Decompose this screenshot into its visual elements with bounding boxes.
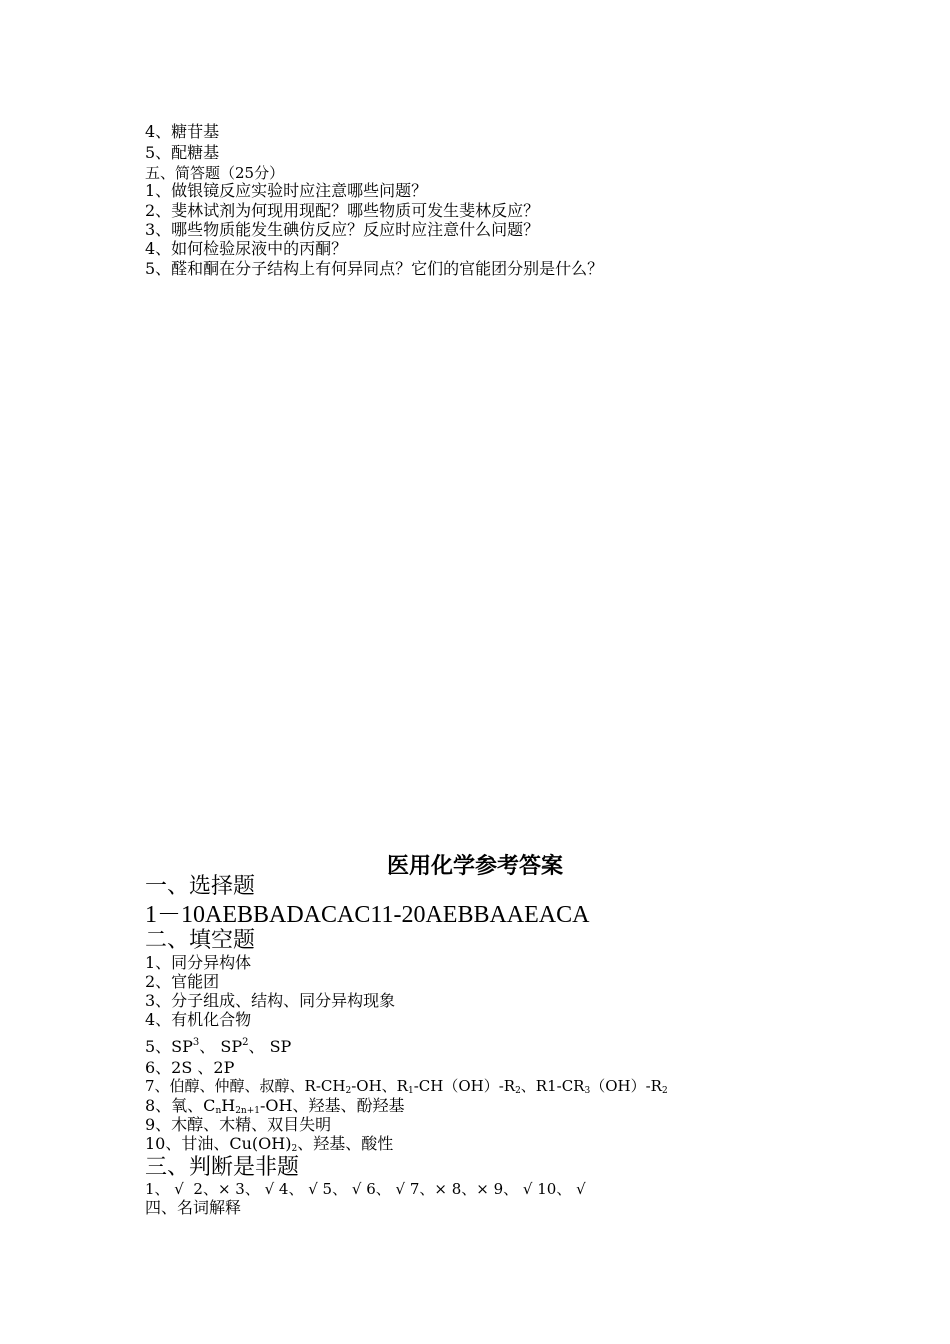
fill-10-sub-1: 2 <box>291 1144 298 1154</box>
fill-8-sub-2: 2n+1 <box>235 1106 260 1116</box>
answers-title: 医用化学参考答案 <box>386 853 563 879</box>
question-1: 1、做银镜反应实验时应注意哪些问题？ <box>145 181 428 200</box>
fill-8 <box>145 1098 404 1114</box>
fill-3: 3、分子组成、结构、同分异构现象 <box>145 991 396 1010</box>
fill-7-sub-3: 2 <box>515 1086 521 1096</box>
fill-7-sub-1: 2 <box>345 1086 352 1096</box>
fill-6: 6、2S 、2P <box>145 1058 235 1077</box>
fill-7-sub-5: 2 <box>661 1086 668 1096</box>
fill-7-part-b: -OH、R <box>351 1077 408 1095</box>
question-2: 2、斐林试剂为何现用现配？哪些物质可发生斐林反应？ <box>145 201 540 220</box>
term-5: 5、配糖基 <box>145 143 220 162</box>
question-4: 4、如何检验尿液中的丙酮？ <box>145 239 348 258</box>
question-5: 5、醛和酮在分子结构上有何异同点？它们的官能团分别是什么？ <box>145 259 604 278</box>
fill-7 <box>145 1079 668 1094</box>
fill-10 <box>145 1136 393 1152</box>
fill-7-part-d: 、R1-CR <box>520 1077 585 1095</box>
choice-heading: 一、选择题 <box>145 874 256 899</box>
section-5-heading: 五、简答题（25分） <box>145 164 285 182</box>
fill-8-part-c: -OH、羟基、酚羟基 <box>259 1096 405 1115</box>
fill-5 <box>145 1039 291 1055</box>
fill-7-part-e: （OH）-R <box>590 1077 662 1095</box>
question-3: 3、哪些物质能发生碘仿反应？反应时应注意什么问题？ <box>145 220 540 239</box>
fill-4: 4、有机化合物 <box>145 1010 252 1029</box>
fill-5-mid-2: 、 SP <box>248 1037 292 1056</box>
fill-heading: 二、填空题 <box>145 928 256 953</box>
fill-9: 9、木醇、木精、双目失明 <box>145 1115 332 1134</box>
judge-heading: 三、判断是非题 <box>145 1155 300 1180</box>
fill-5-sup-2: 2 <box>242 1037 249 1048</box>
judge-answers: 1、 √ 2、× 3、 √ 4、 √ 5、 √ 6、 √ 7、× 8、× 9、 √ 10、 √ <box>145 1180 586 1198</box>
fill-1: 1、同分异构体 <box>145 953 252 972</box>
fill-10-part-b: 、羟基、酸性 <box>297 1134 394 1153</box>
fill-5-mid-1: 、 SP <box>199 1037 243 1056</box>
choice-answers: 1－10AEBBADACAC11-20AEBBAAEACA <box>145 902 590 928</box>
fill-7-sub-4: 3 <box>584 1086 591 1096</box>
fill-5-sup-1: 3 <box>192 1037 200 1048</box>
fill-7-part-a: 7、伯醇、仲醇、叔醇、R-CH <box>145 1077 346 1095</box>
fill-2: 2、官能团 <box>145 972 220 991</box>
fill-5-prefix: 5、SP <box>145 1037 193 1056</box>
fill-7-sub-2: 1 <box>407 1086 414 1096</box>
fill-8-sub-1: n <box>215 1106 222 1116</box>
fill-7-part-c: -CH（OH）-R <box>413 1077 516 1095</box>
fill-8-part-a: 8、氧、C <box>145 1096 216 1115</box>
term-4: 4、糖苷基 <box>145 122 220 141</box>
fill-10-part-a: 10、甘油、Cu(OH) <box>145 1134 292 1153</box>
terms-heading: 四、名词解释 <box>145 1198 242 1217</box>
fill-8-part-b: H <box>221 1096 236 1115</box>
